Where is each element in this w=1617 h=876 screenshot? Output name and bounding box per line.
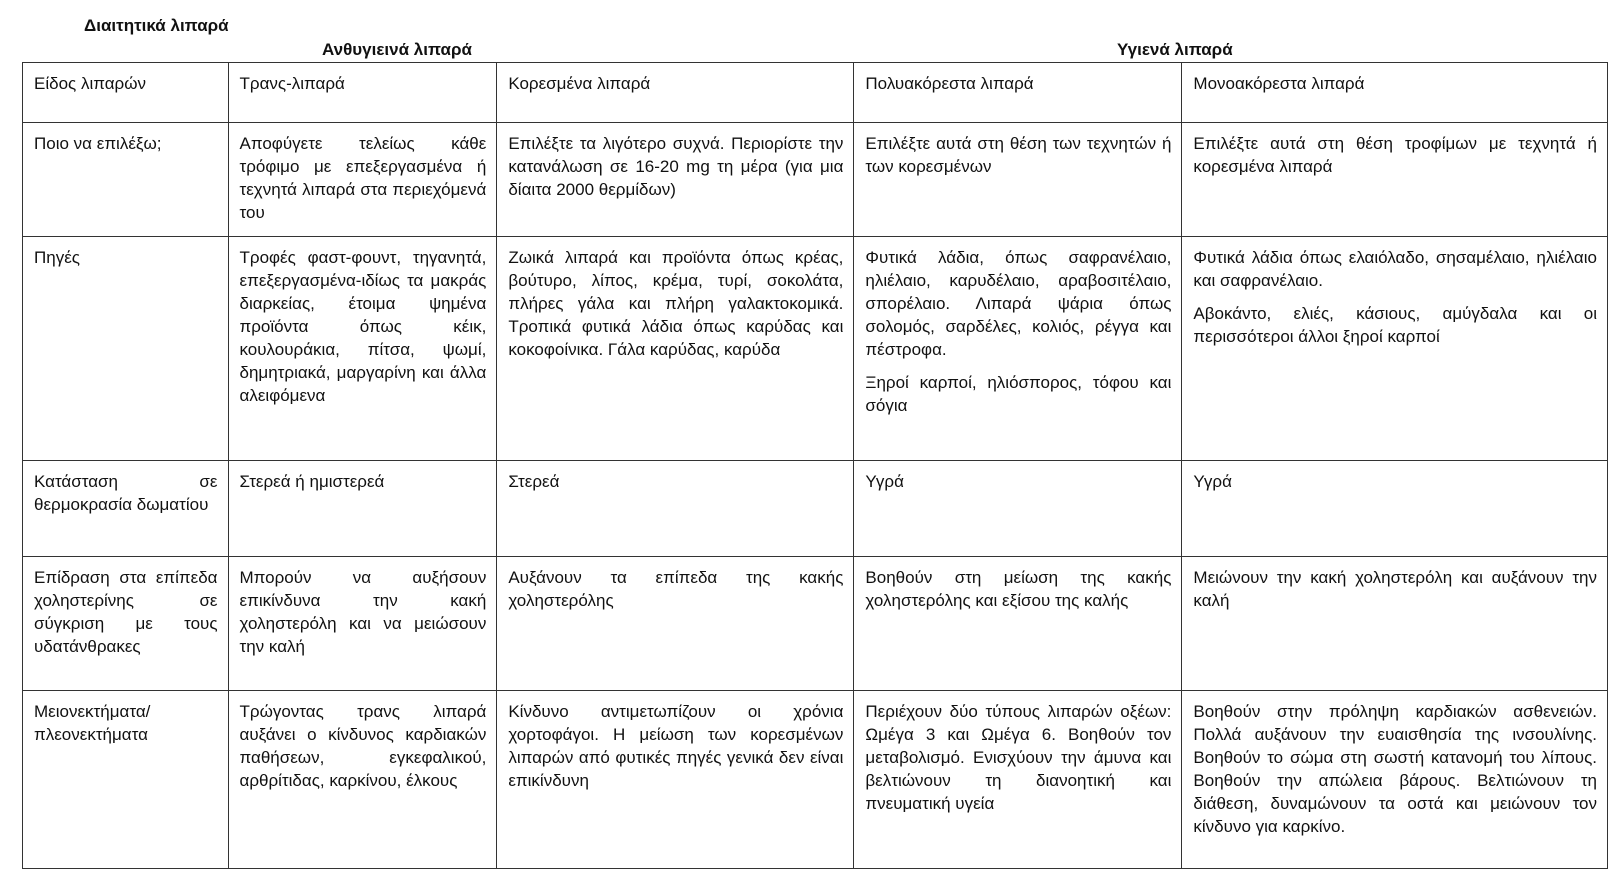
table-cell [854,691,1182,869]
table-cell [1182,461,1608,557]
document-title: Διαιτητικά λιπαρά [84,16,229,35]
cell-text: Τρώγοντας τρανς λιπαρά αυξάνει ο κίνδυνος καρδιακών παθήσεων, εγκεφαλικού, αρθρίτιδας, καρκίνου, έλκους [239,702,487,790]
cell-text: Στερεά [508,472,560,491]
table-cell [497,691,854,869]
table-cell [497,557,854,691]
cell-text: Αυξάνουν τα επίπεδα της κακής χοληστερόλης [508,568,844,610]
table-cell [1182,691,1608,869]
row-label: Επίδραση στα επίπεδα χοληστερίνης σε σύγκριση με τους υδατάνθρακες [23,557,229,691]
table-row-pros-cons [23,691,1608,869]
table-cell [854,557,1182,691]
cell-text: Βοηθούν στην πρόληψη καρδιακών ασθενειών. Πολλά αυξάνουν την ευαισθησία της ινσουλίνης. Βοηθούν το σώμα στη σωστή κατανομή του λίπους. Βοηθούν την απώλεια βάρους. Βελτιώνουν τη διάθεση, δυναμώνουν τα οστά και μειώνουν τον κίνδυνο για καρκίνο. [1193,702,1597,836]
table-cell [497,461,854,557]
table-row-sources [23,237,1608,461]
cell-text: Αβοκάντο, ελιές, κάσιους, αμύγδαλα και οι περισσότεροι άλλοι ξηροί καρποί [1193,304,1597,346]
group-heading-unhealthy: Ανθυγιεινά λιπαρά [322,40,472,59]
cell-text: Φυτικά λάδια όπως ελαιόλαδο, σησαμέλαιο, ηλιέλαιο και σαφρανέλαιο. [1193,248,1597,290]
row-label: Πηγές [23,237,229,461]
cell-text: Ξηροί καρποί, ηλιόσπορος, τόφου και σόγια [865,373,1172,415]
header-cell-monounsaturated-fats: Μονοακόρεστα λιπαρά [1182,63,1608,123]
cell-text: Κίνδυνο αντιμετωπίζουν οι χρόνια χορτοφάγοι. Η μείωση των κορεσμένων λιπαρών από φυτικές πηγές γενικά δεν είναι επικίνδυνη [508,702,844,790]
table-cell [228,461,497,557]
cell-text: Τροφές φαστ-φουντ, τηγανητά, επεξεργασμένα-ιδίως τα μακράς διαρκείας, έτοιμα ψημένα προϊόντα όπως κέικ, κουλουράκια, πίτσα, ψωμί, δημητριακά, μαργαρίνη και άλλα αλειφόμενα [239,248,487,405]
header-cell-fat-type: Είδος λιπαρών [23,63,229,123]
table-row-which-to-choose [23,123,1608,237]
cell-text: Υγρά [865,472,904,491]
cell-text: Επιλέξτε αυτά στη θέση τροφίμων με τεχνητά ή κορεσμένα λιπαρά [1193,134,1597,176]
table-cell [228,557,497,691]
table-header-row [23,63,1608,123]
dietary-fats-table [22,62,1608,869]
cell-text: Αποφύγετε τελείως κάθε τρόφιμο με επεξεργασμένα ή τεχνητά λιπαρά στα περιεχόμενά του [239,134,487,222]
cell-text: Μειώνουν την κακή χοληστερόλη και αυξάνουν την καλή [1193,568,1597,610]
table-cell [854,461,1182,557]
table-row-room-temperature-state [23,461,1608,557]
table-cell [497,237,854,461]
header-cell-polyunsaturated-fats: Πολυακόρεστα λιπαρά [854,63,1182,123]
row-label: Μειονεκτήματα/ πλεονεκτήματα [23,691,229,869]
table-cell [854,237,1182,461]
table-cell [854,123,1182,237]
cell-text: Υγρά [1193,472,1232,491]
table-cell [1182,557,1608,691]
table-cell [1182,237,1608,461]
cell-text: Μπορούν να αυξήσουν επικίνδυνα την κακή χοληστερόλη και να μειώσουν την καλή [239,568,487,656]
table-row-cholesterol-effect [23,557,1608,691]
group-heading-healthy: Υγιενά λιπαρά [1117,40,1233,59]
cell-text: Επιλέξτε αυτά στη θέση των τεχνητών ή των κορεσμένων [865,134,1172,176]
table-cell [228,691,497,869]
header-cell-saturated-fats: Κορεσμένα λιπαρά [497,63,854,123]
row-label: Κατάσταση σε θερμοκρασία δωματίου [23,461,229,557]
cell-text: Στερεά ή ημιστερεά [239,472,385,491]
table-cell [228,123,497,237]
header-cell-trans-fats: Τρανς-λιπαρά [228,63,497,123]
table-cell [1182,123,1608,237]
cell-text: Φυτικά λάδια, όπως σαφρανέλαιο, ηλιέλαιο, καρυδέλαιο, αραβοσιτέλαιο, σπορέλαιο. Λιπαρά ψάρια όπως σολομός, σαρδέλες, κολιός, ρέγγα και πέστροφα. [865,248,1172,359]
table-cell [228,237,497,461]
row-label: Ποιο να επιλέξω; [23,123,229,237]
cell-text: Περιέχουν δύο τύπους λιπαρών οξέων: Ωμέγα 3 και Ωμέγα 6. Βοηθούν τον μεταβολισμό. Ενισχύουν την άμυνα και βελτιώνουν τη διανοητική και πνευματική υγεία [865,702,1172,813]
table-cell [497,123,854,237]
cell-text: Βοηθούν στη μείωση της κακής χοληστερόλης και εξίσου της καλής [865,568,1172,610]
cell-text: Επιλέξτε τα λιγότερο συχνά. Περιορίστε την κατανάλωση σε 16-20 mg τη μέρα (για μια δίαιτα 2000 θερμίδων) [508,134,844,199]
cell-text: Ζωικά λιπαρά και προϊόντα όπως κρέας, βούτυρο, λίπος, κρέμα, τυρί, σοκολάτα, πλήρες γάλα και πλήρη γαλακτοκομικά. Τροπικά φυτικά λάδια όπως καρύδας και κοκοφοίνικα. Γάλα καρύδας, καρύδα [508,248,844,359]
